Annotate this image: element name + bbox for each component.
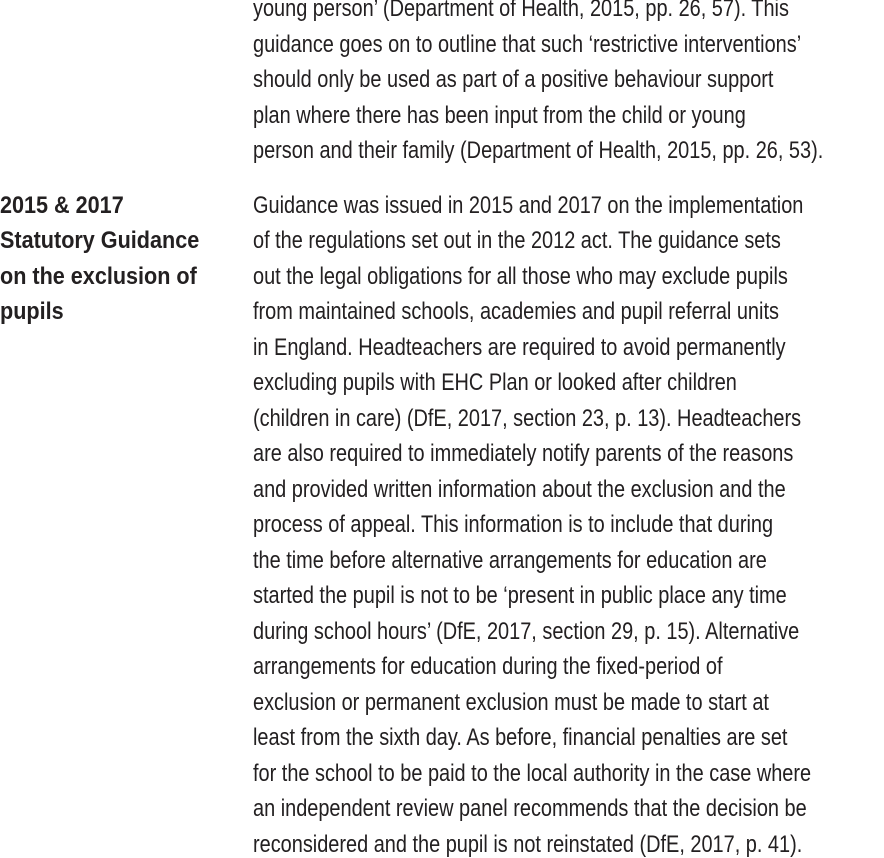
text-line: during school hours’ (DfE, 2017, section 29, p. 15). Alternative bbox=[253, 617, 800, 645]
text-line: and provided written information about the exclusion and the bbox=[253, 475, 786, 503]
text-line: should only be used as part of a positive behaviour support bbox=[253, 66, 774, 93]
text-line: started the pupil is not to be ‘present in public place any time bbox=[253, 582, 787, 609]
definition-paragraph-statutory-guidance bbox=[253, 188, 884, 858]
term-heading-statutory-guidance bbox=[0, 188, 253, 858]
text-line: in England. Headteachers are required to avoid permanently bbox=[253, 333, 786, 361]
glossary-row-statutory-guidance bbox=[0, 188, 884, 858]
text-line: process of appeal. This information is to include that during bbox=[253, 511, 774, 538]
text-line: for the school to be paid to the local authority in the case where bbox=[253, 759, 812, 787]
text-line: arrangements for education during the fixed-period of bbox=[253, 653, 723, 680]
definition-paragraph-continued bbox=[253, 0, 884, 169]
text-line: person and their family (Department of Health, 2015, pp. 26, 53). bbox=[253, 137, 824, 164]
text-line: out the legal obligations for all those who may exclude pupils bbox=[253, 262, 788, 290]
glossary-row-continued bbox=[0, 0, 884, 169]
text-line: (children in care) (DfE, 2017, section 23, p. 13). Headteachers bbox=[253, 404, 802, 432]
text-line: of the regulations set out in the 2012 act. The guidance sets bbox=[253, 227, 781, 254]
text-line: an independent review panel recommends that the decision be bbox=[253, 795, 807, 822]
text-line: Guidance was issued in 2015 and 2017 on the implementation bbox=[253, 191, 804, 219]
text-line: the time before alternative arrangements for education are bbox=[253, 546, 767, 574]
term-column-empty bbox=[0, 0, 253, 169]
text-line: reconsidered and the pupil is not reinstated (DfE, 2017, p. 41). bbox=[253, 830, 803, 858]
text-line: excluding pupils with EHC Plan or looked after children bbox=[253, 369, 737, 396]
text-line: least from the sixth day. As before, financial penalties are set bbox=[253, 724, 788, 751]
text-line: guidance goes on to outline that such ‘restrictive interventions’ bbox=[253, 30, 802, 58]
text-line: plan where there has been input from the child or young bbox=[253, 101, 746, 129]
text-line: are also required to immediately notify parents of the reasons bbox=[253, 440, 794, 467]
text-line: pupils bbox=[0, 298, 64, 325]
text-line: young person’ (Department of Health, 2015, pp. 26, 57). This bbox=[253, 0, 789, 22]
text-line: Statutory Guidance bbox=[0, 227, 200, 254]
text-line: 2015 & 2017 bbox=[0, 191, 124, 219]
text-line: on the exclusion of bbox=[0, 262, 197, 290]
text-line: exclusion or permanent exclusion must be made to start at bbox=[253, 688, 769, 716]
text-line: from maintained schools, academies and pupil referral units bbox=[253, 298, 779, 325]
